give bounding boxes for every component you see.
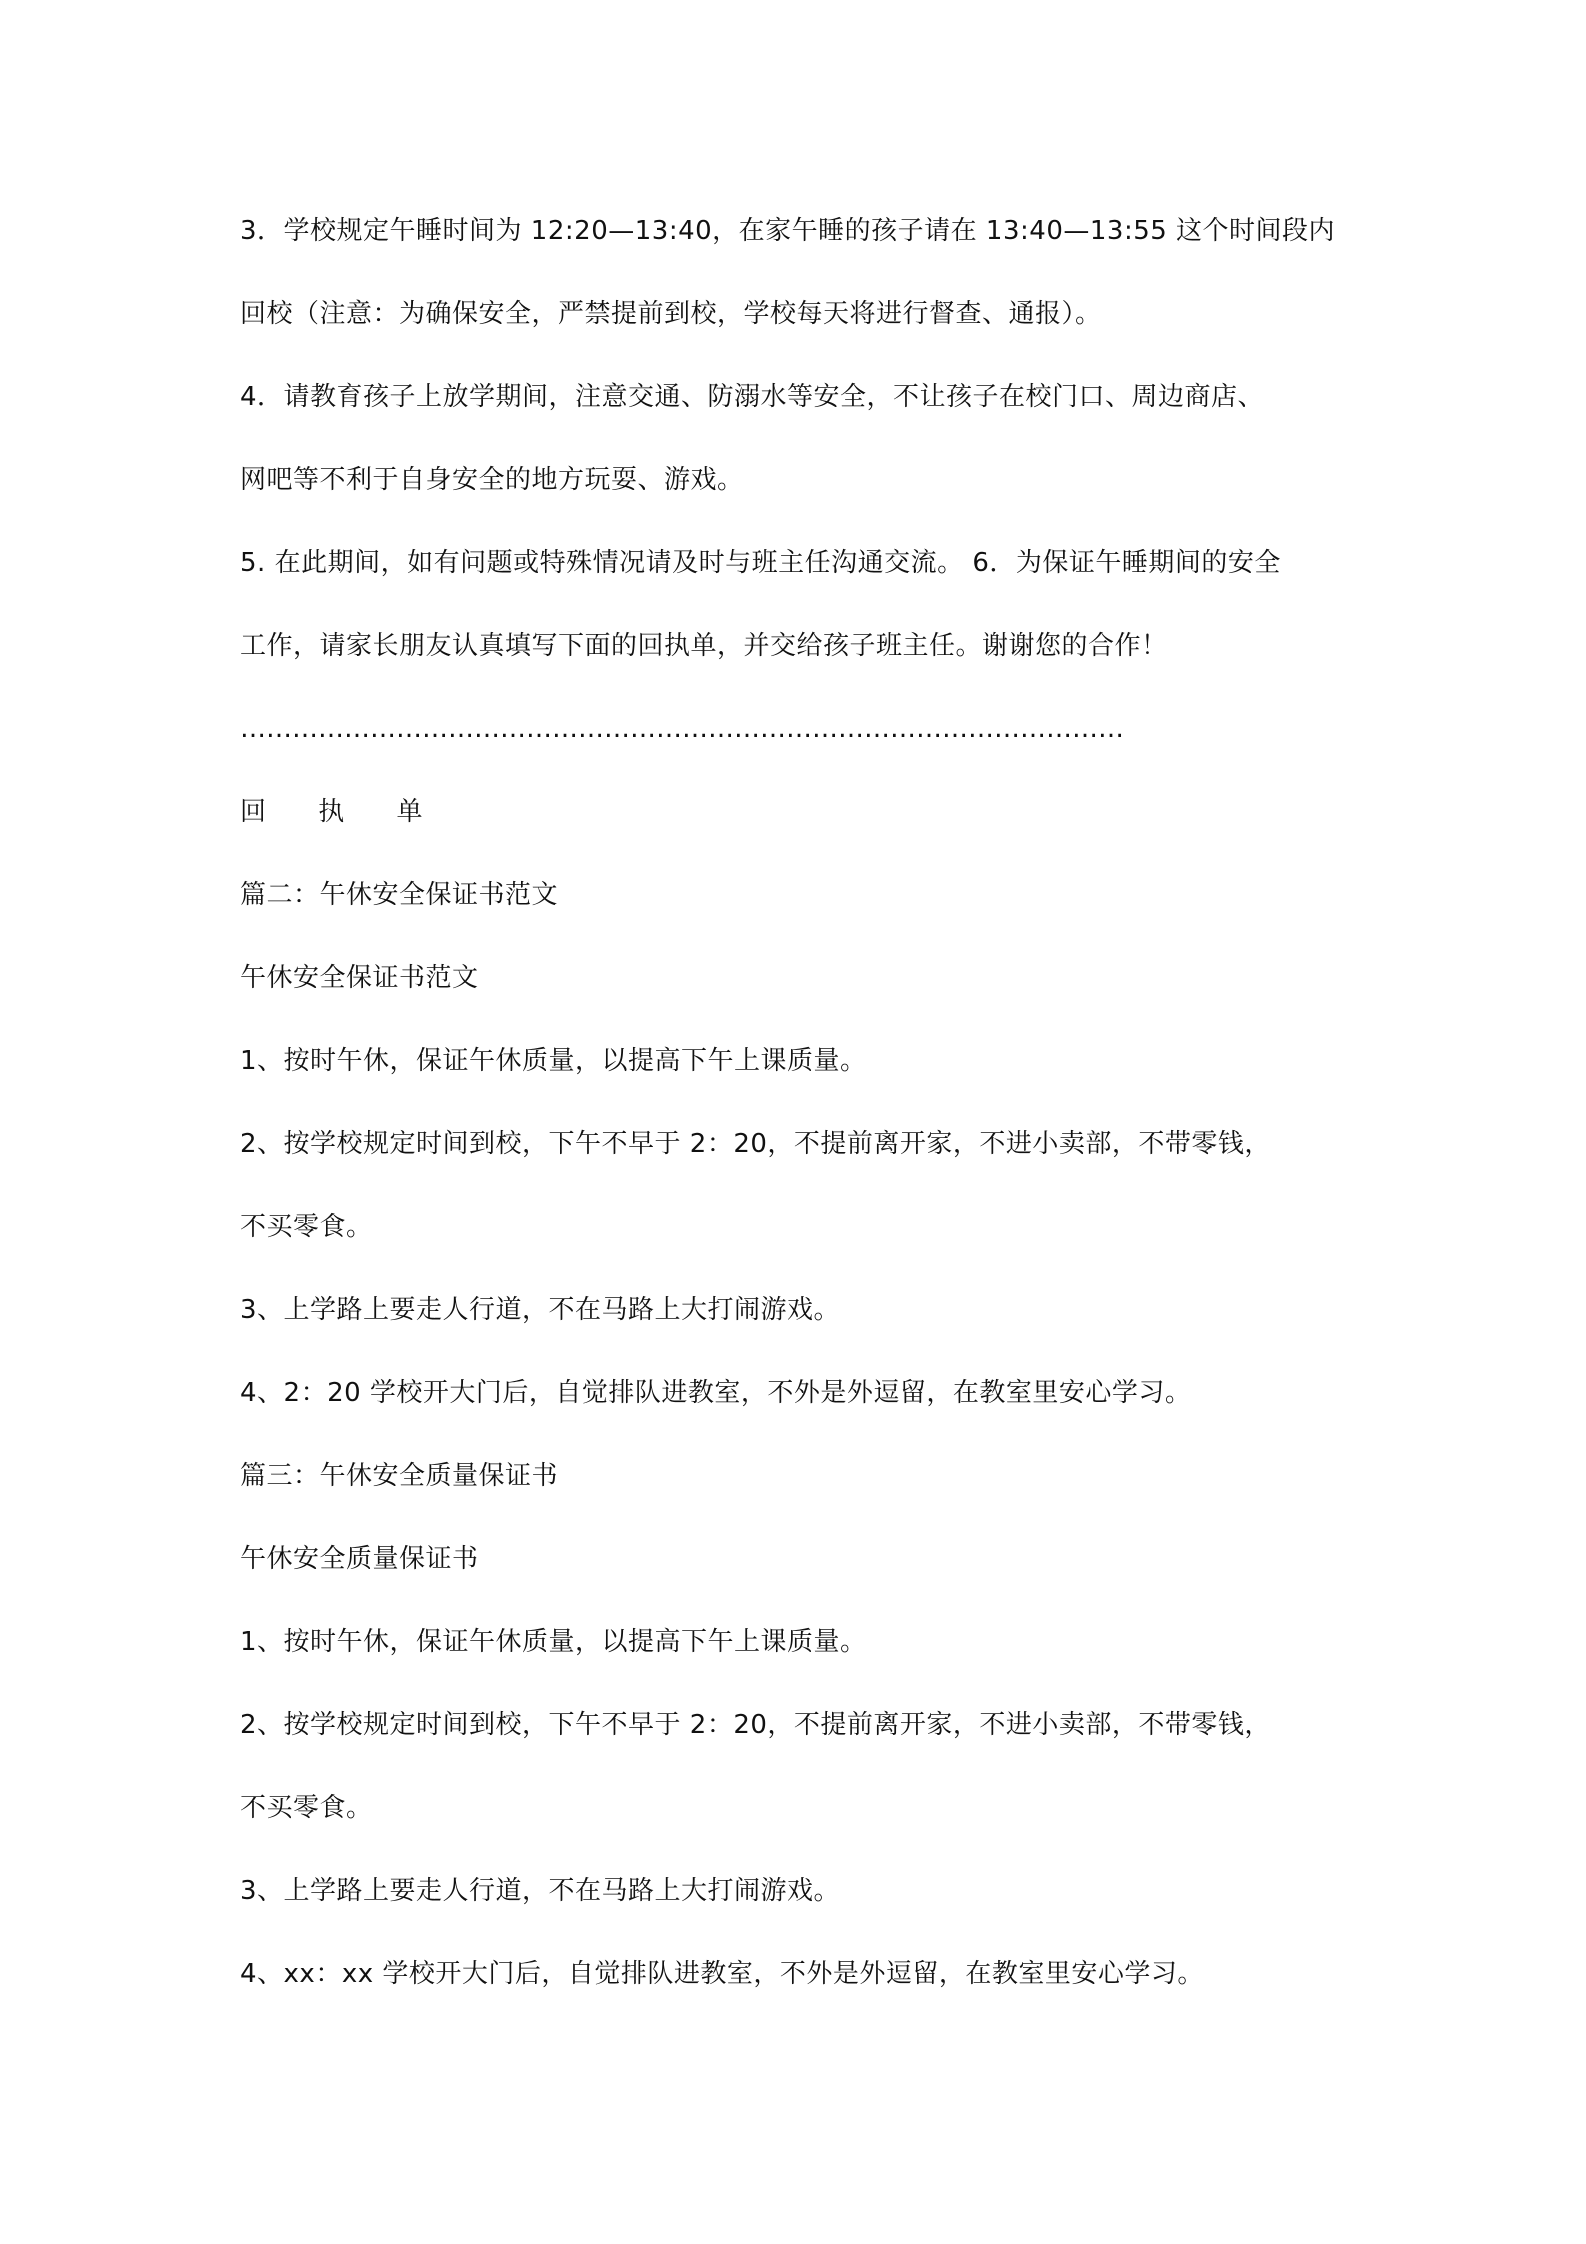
paragraph-line: 3．学校规定午睡时间为 12:20—13:40，在家午睡的孩子请在 13:40—13:55 这个时间段内 (240, 216, 1336, 246)
list-item: 2、按学校规定时间到校，下午不早于 2：20，不提前离开家，不进小卖部，不带零钱， (240, 1710, 1271, 1740)
paragraph-line: 网吧等不利于自身安全的地方玩耍、游戏。 (240, 465, 744, 495)
list-item-continuation: 不买零食。 (240, 1793, 373, 1823)
section-heading: 篇二：午休安全保证书范文 (240, 880, 559, 910)
list-item: 4、2：20 学校开大门后，自觉排队进教室，不外是外逗留，在教室里安心学习。 (240, 1378, 1192, 1408)
paragraph-line: 5. 在此期间，如有问题或特殊情况请及时与班主任沟通交流。 6．为保证午睡期间的安全 (240, 548, 1281, 578)
list-item: 1、按时午休，保证午休质量，以提高下午上课质量。 (240, 1046, 867, 1076)
dotted-separator: ………………………………………………………………………………………… (240, 714, 1124, 744)
document-title: 午休安全保证书范文 (240, 963, 479, 993)
paragraph-line: 4．请教育孩子上放学期间，注意交通、防溺水等安全，不让孩子在校门口、周边商店、 (240, 382, 1265, 412)
paragraph-line: 工作，请家长朋友认真填写下面的回执单，并交给孩子班主任。谢谢您的合作！ (240, 631, 1168, 661)
list-item: 2、按学校规定时间到校，下午不早于 2：20，不提前离开家，不进小卖部，不带零钱， (240, 1129, 1271, 1159)
receipt-heading: 回 执 单 (240, 797, 445, 827)
list-item: 4、xx：xx 学校开大门后，自觉排队进教室，不外是外逗留，在教室里安心学习。 (240, 1959, 1204, 1989)
paragraph-line: 回校（注意：为确保安全，严禁提前到校，学校每天将进行督查、通报）。 (240, 299, 1102, 329)
list-item: 1、按时午休，保证午休质量，以提高下午上课质量。 (240, 1627, 867, 1657)
section-heading: 篇三：午休安全质量保证书 (240, 1461, 559, 1491)
list-item: 3、上学路上要走人行道，不在马路上大打闹游戏。 (240, 1295, 841, 1325)
document-title: 午休安全质量保证书 (240, 1544, 479, 1574)
list-item-continuation: 不买零食。 (240, 1212, 373, 1242)
list-item: 3、上学路上要走人行道，不在马路上大打闹游戏。 (240, 1876, 841, 1906)
